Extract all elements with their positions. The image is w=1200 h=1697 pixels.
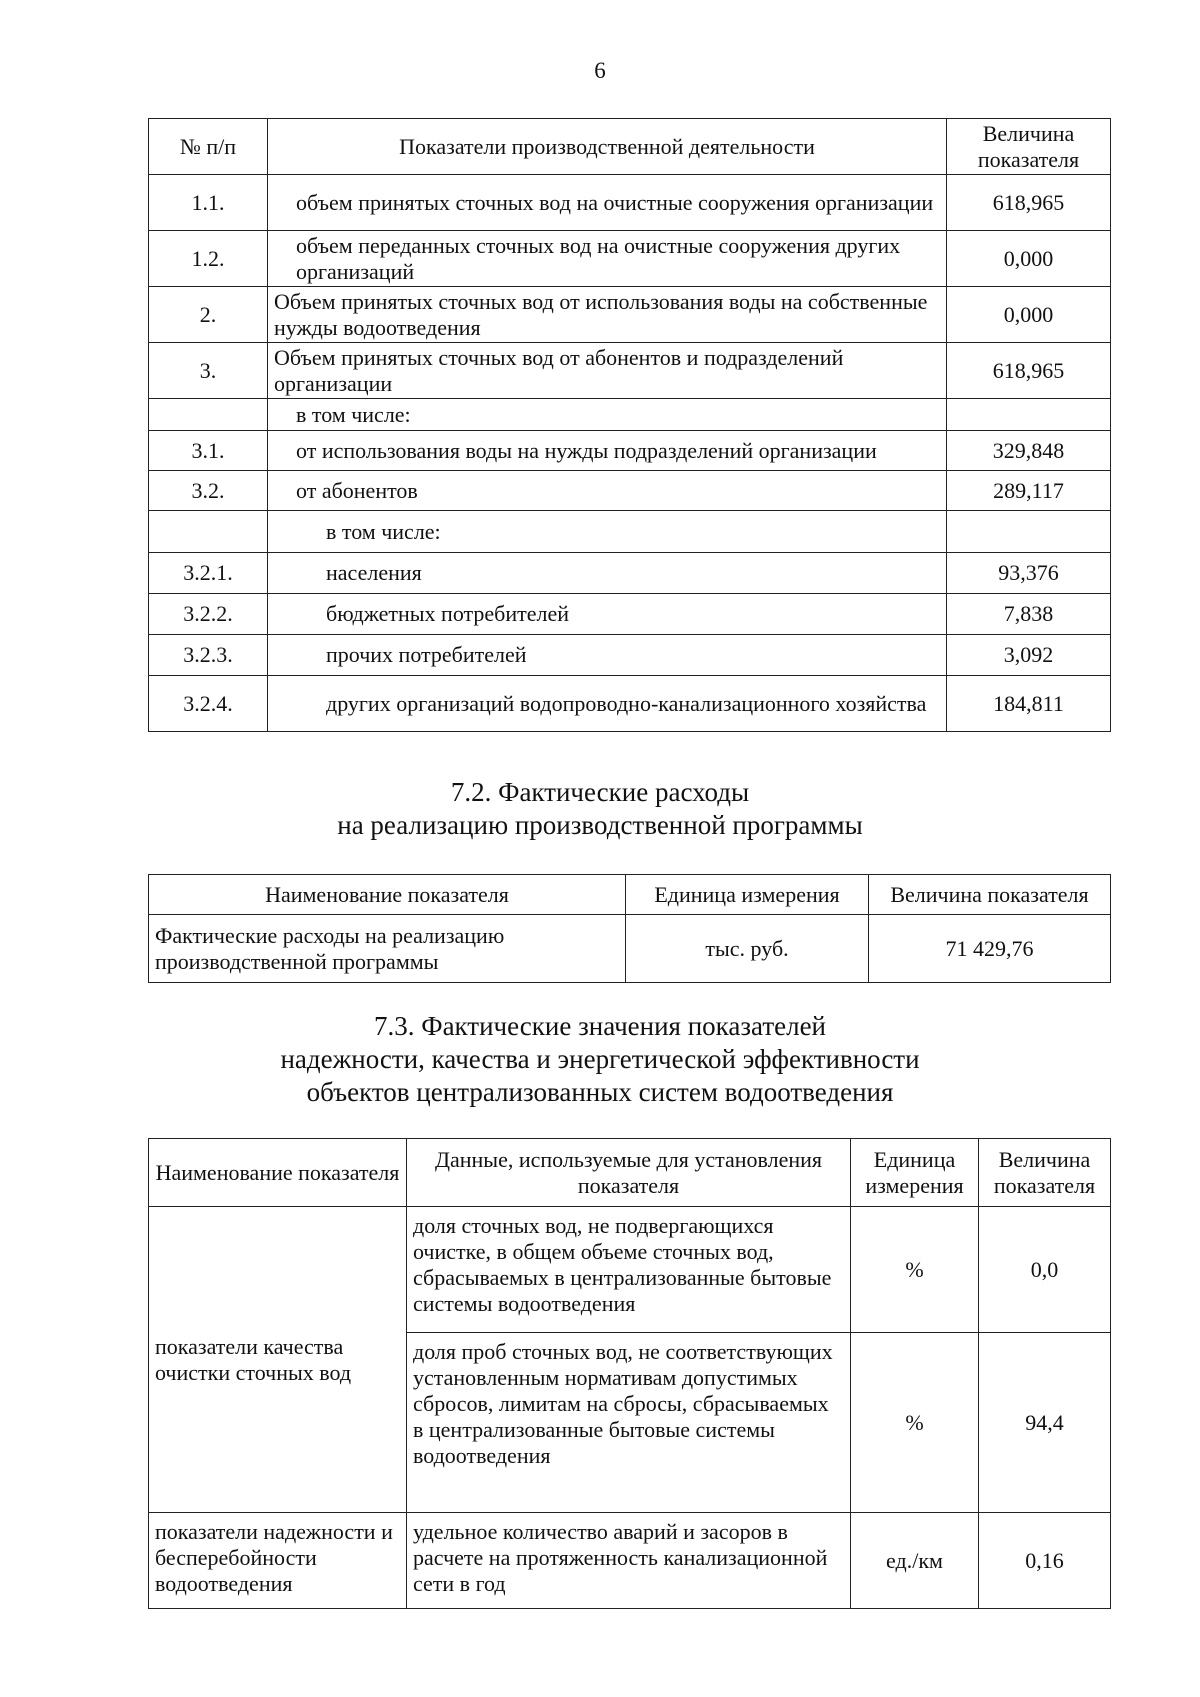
production-indicators-table	[148, 118, 1111, 732]
table-row	[149, 553, 1111, 594]
heading-line: объектов централизованных систем водоотведения	[306, 1077, 894, 1107]
row-text: бюджетных потребителей	[268, 594, 947, 635]
row-text: от использования воды на нужды подразделений организации	[268, 431, 947, 471]
header-indicator: Показатели производственной деятельности	[268, 119, 947, 175]
row-num	[149, 511, 268, 553]
table-header-row	[149, 875, 1111, 915]
row-value: 0,16	[979, 1513, 1111, 1609]
row-text: объем принятых сточных вод на очистные сооружения организации	[268, 175, 947, 231]
row-value: 618,965	[947, 175, 1111, 231]
row-num: 1.2.	[149, 231, 268, 287]
header-name: Наименование показателя	[149, 875, 626, 915]
table-row	[149, 343, 1111, 399]
header-value: Величина показателя	[979, 1139, 1111, 1207]
section-7-3-heading	[0, 1010, 1200, 1109]
table-row	[149, 399, 1111, 431]
reliability-quality-table	[148, 1138, 1111, 1609]
header-value: Величина показателя	[869, 875, 1111, 915]
row-num: 3.2.2.	[149, 594, 268, 635]
section-7-2-heading	[0, 776, 1200, 842]
row-num: 3.2.3.	[149, 635, 268, 676]
expenses-table	[148, 874, 1111, 983]
row-value: 3,092	[947, 635, 1111, 676]
row-data: доля сточных вод, не подвергающихся очистке, в общем объеме сточных вод, сбрасываемых в централизованные бытовые системы водоотведения	[407, 1207, 851, 1333]
page-number: 6	[594, 58, 606, 83]
row-value	[947, 511, 1111, 553]
row-text: от абонентов	[268, 471, 947, 511]
row-num: 3.2.	[149, 471, 268, 511]
table-row	[149, 175, 1111, 231]
row-value: 289,117	[947, 471, 1111, 511]
table-row	[149, 594, 1111, 635]
row-value: 71 429,76	[869, 915, 1111, 983]
header-unit: Единица измерения	[626, 875, 869, 915]
row-num: 1.1.	[149, 175, 268, 231]
table-row	[149, 471, 1111, 511]
row-unit: %	[851, 1207, 979, 1333]
row-name: Фактические расходы на реализацию производственной программы	[149, 915, 626, 983]
row-value: 7,838	[947, 594, 1111, 635]
row-value: 618,965	[947, 343, 1111, 399]
row-num: 3.	[149, 343, 268, 399]
group-name: показатели качества очистки сточных вод	[149, 1207, 407, 1513]
table-row	[149, 1513, 1111, 1609]
row-num: 3.1.	[149, 431, 268, 471]
row-value: 0,0	[979, 1207, 1111, 1333]
row-value: 94,4	[979, 1333, 1111, 1513]
table-row	[149, 231, 1111, 287]
header-unit: Единица измерения	[851, 1139, 979, 1207]
row-value: 0,000	[947, 231, 1111, 287]
row-value: 93,376	[947, 553, 1111, 594]
row-data: доля проб сточных вод, не соответствующих установленным нормативам допустимых сбросов, лимитам на сбросы, сбрасываемых в централизованные бытовые системы водоотведения	[407, 1333, 851, 1513]
row-text: Объем принятых сточных вод от абонентов и подразделений организации	[268, 343, 947, 399]
row-text: прочих потребителей	[268, 635, 947, 676]
row-unit: ед./км	[851, 1513, 979, 1609]
table-row	[149, 1207, 1111, 1333]
row-text: в том числе:	[268, 511, 947, 553]
table-header-row	[149, 1139, 1111, 1207]
row-num	[149, 399, 268, 431]
heading-line: 7.2. Фактические расходы	[450, 777, 750, 807]
heading-line: на реализацию производственной программы	[337, 810, 863, 840]
row-text: объем переданных сточных вод на очистные сооружения других организаций	[268, 231, 947, 287]
group-name: показатели надежности и бесперебойности водоотведения	[149, 1513, 407, 1609]
header-value: Величина показателя	[947, 119, 1111, 175]
row-text: в том числе:	[268, 399, 947, 431]
row-value: 184,811	[947, 676, 1111, 732]
table-row	[149, 431, 1111, 471]
row-value	[947, 399, 1111, 431]
table-row	[149, 511, 1111, 553]
row-value: 329,848	[947, 431, 1111, 471]
table-row	[149, 915, 1111, 983]
row-num: 3.2.4.	[149, 676, 268, 732]
row-data: удельное количество аварий и засоров в расчете на протяженность канализационной сети в год	[407, 1513, 851, 1609]
row-text: других организаций водопроводно-канализационного хозяйства	[268, 676, 947, 732]
header-name: Наименование показателя	[149, 1139, 407, 1207]
table-row	[149, 676, 1111, 732]
heading-line: надежности, качества и энергетической эффективности	[280, 1044, 920, 1074]
row-value: 0,000	[947, 287, 1111, 343]
header-data: Данные, используемые для установления показателя	[407, 1139, 851, 1207]
table-row	[149, 287, 1111, 343]
row-num: 2.	[149, 287, 268, 343]
row-num: 3.2.1.	[149, 553, 268, 594]
row-text: Объем принятых сточных вод от использования воды на собственные нужды водоотведения	[268, 287, 947, 343]
header-num: № п/п	[149, 119, 268, 175]
row-unit: %	[851, 1333, 979, 1513]
row-unit: тыс. руб.	[626, 915, 869, 983]
table-row	[149, 635, 1111, 676]
row-text: населения	[268, 553, 947, 594]
heading-line: 7.3. Фактические значения показателей	[373, 1011, 827, 1041]
table-header-row	[149, 119, 1111, 175]
